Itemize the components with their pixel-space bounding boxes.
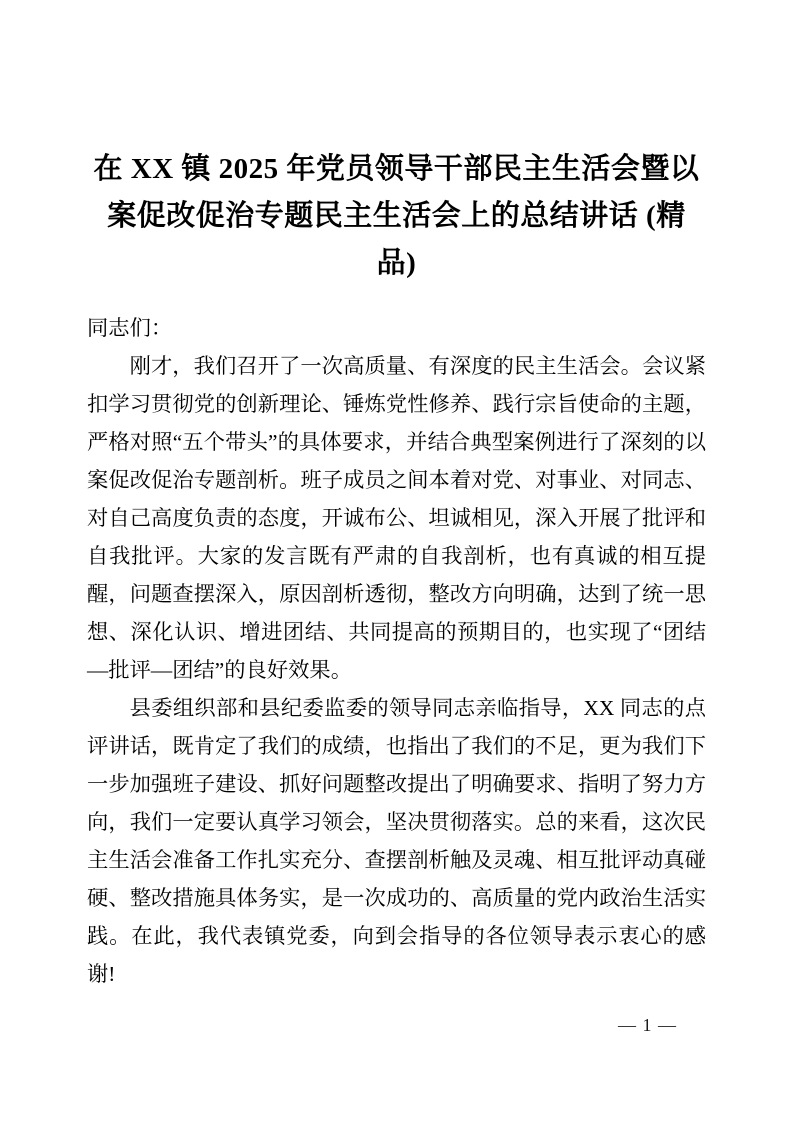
title-line-3: 品) (376, 247, 417, 279)
title-line-2: 案促改促治专题民主生活会上的总结讲话 (精 (107, 200, 686, 232)
body-paragraph-2: 县委组织部和县纪委监委的领导同志亲临指导，XX 同志的点评讲话，既肯定了我们的成绩，也指出了我们的不足，更为我们下一步加强班子建设、抓好问题整改提出了明确要求、指明了努力方向，我们一定要认真学习领会，坚决贯彻落实。总的来看，这次民主生活会准备工作扎实充分、查摆剖析触及灵魂、相互批评动真碰硬、整改措施具体务实，是一次成功的、高质量的党内政治生活实践。在此，我代表镇党委，向到会指导的各位领导表示衷心的感谢! (87, 696, 706, 986)
page-number: — 1 — (618, 1015, 677, 1035)
title-line-1: 在 XX 镇 2025 年党员领导干部民主生活会暨以 (93, 153, 700, 185)
body-paragraph-1: 刚才，我们召开了一次高质量、有深度的民主生活会。会议紧扣学习贯彻党的创新理论、锤炼党性修养、践行宗旨使命的主题，严格对照“五个带头”的具体要求，并结合典型案例进行了深刻的以案促改促治专题剖析。班子成员之间本着对党、对事业、对同志、对自己高度负责的态度，开诚布公、坦诚相见，深入开展了批评和自我批评。大家的发言既有严肃的自我剖析，也有真诚的相互提醒，问题查摆深入，原因剖析透彻，整改方向明确，达到了统一思想、深化认识、增进团结、共同提高的预期目的，也实现了“团结—批评—团结”的良好效果。 (87, 354, 706, 682)
document-content (87, 0, 706, 993)
document-title (87, 146, 706, 287)
salutation: 同志们： (87, 316, 173, 340)
